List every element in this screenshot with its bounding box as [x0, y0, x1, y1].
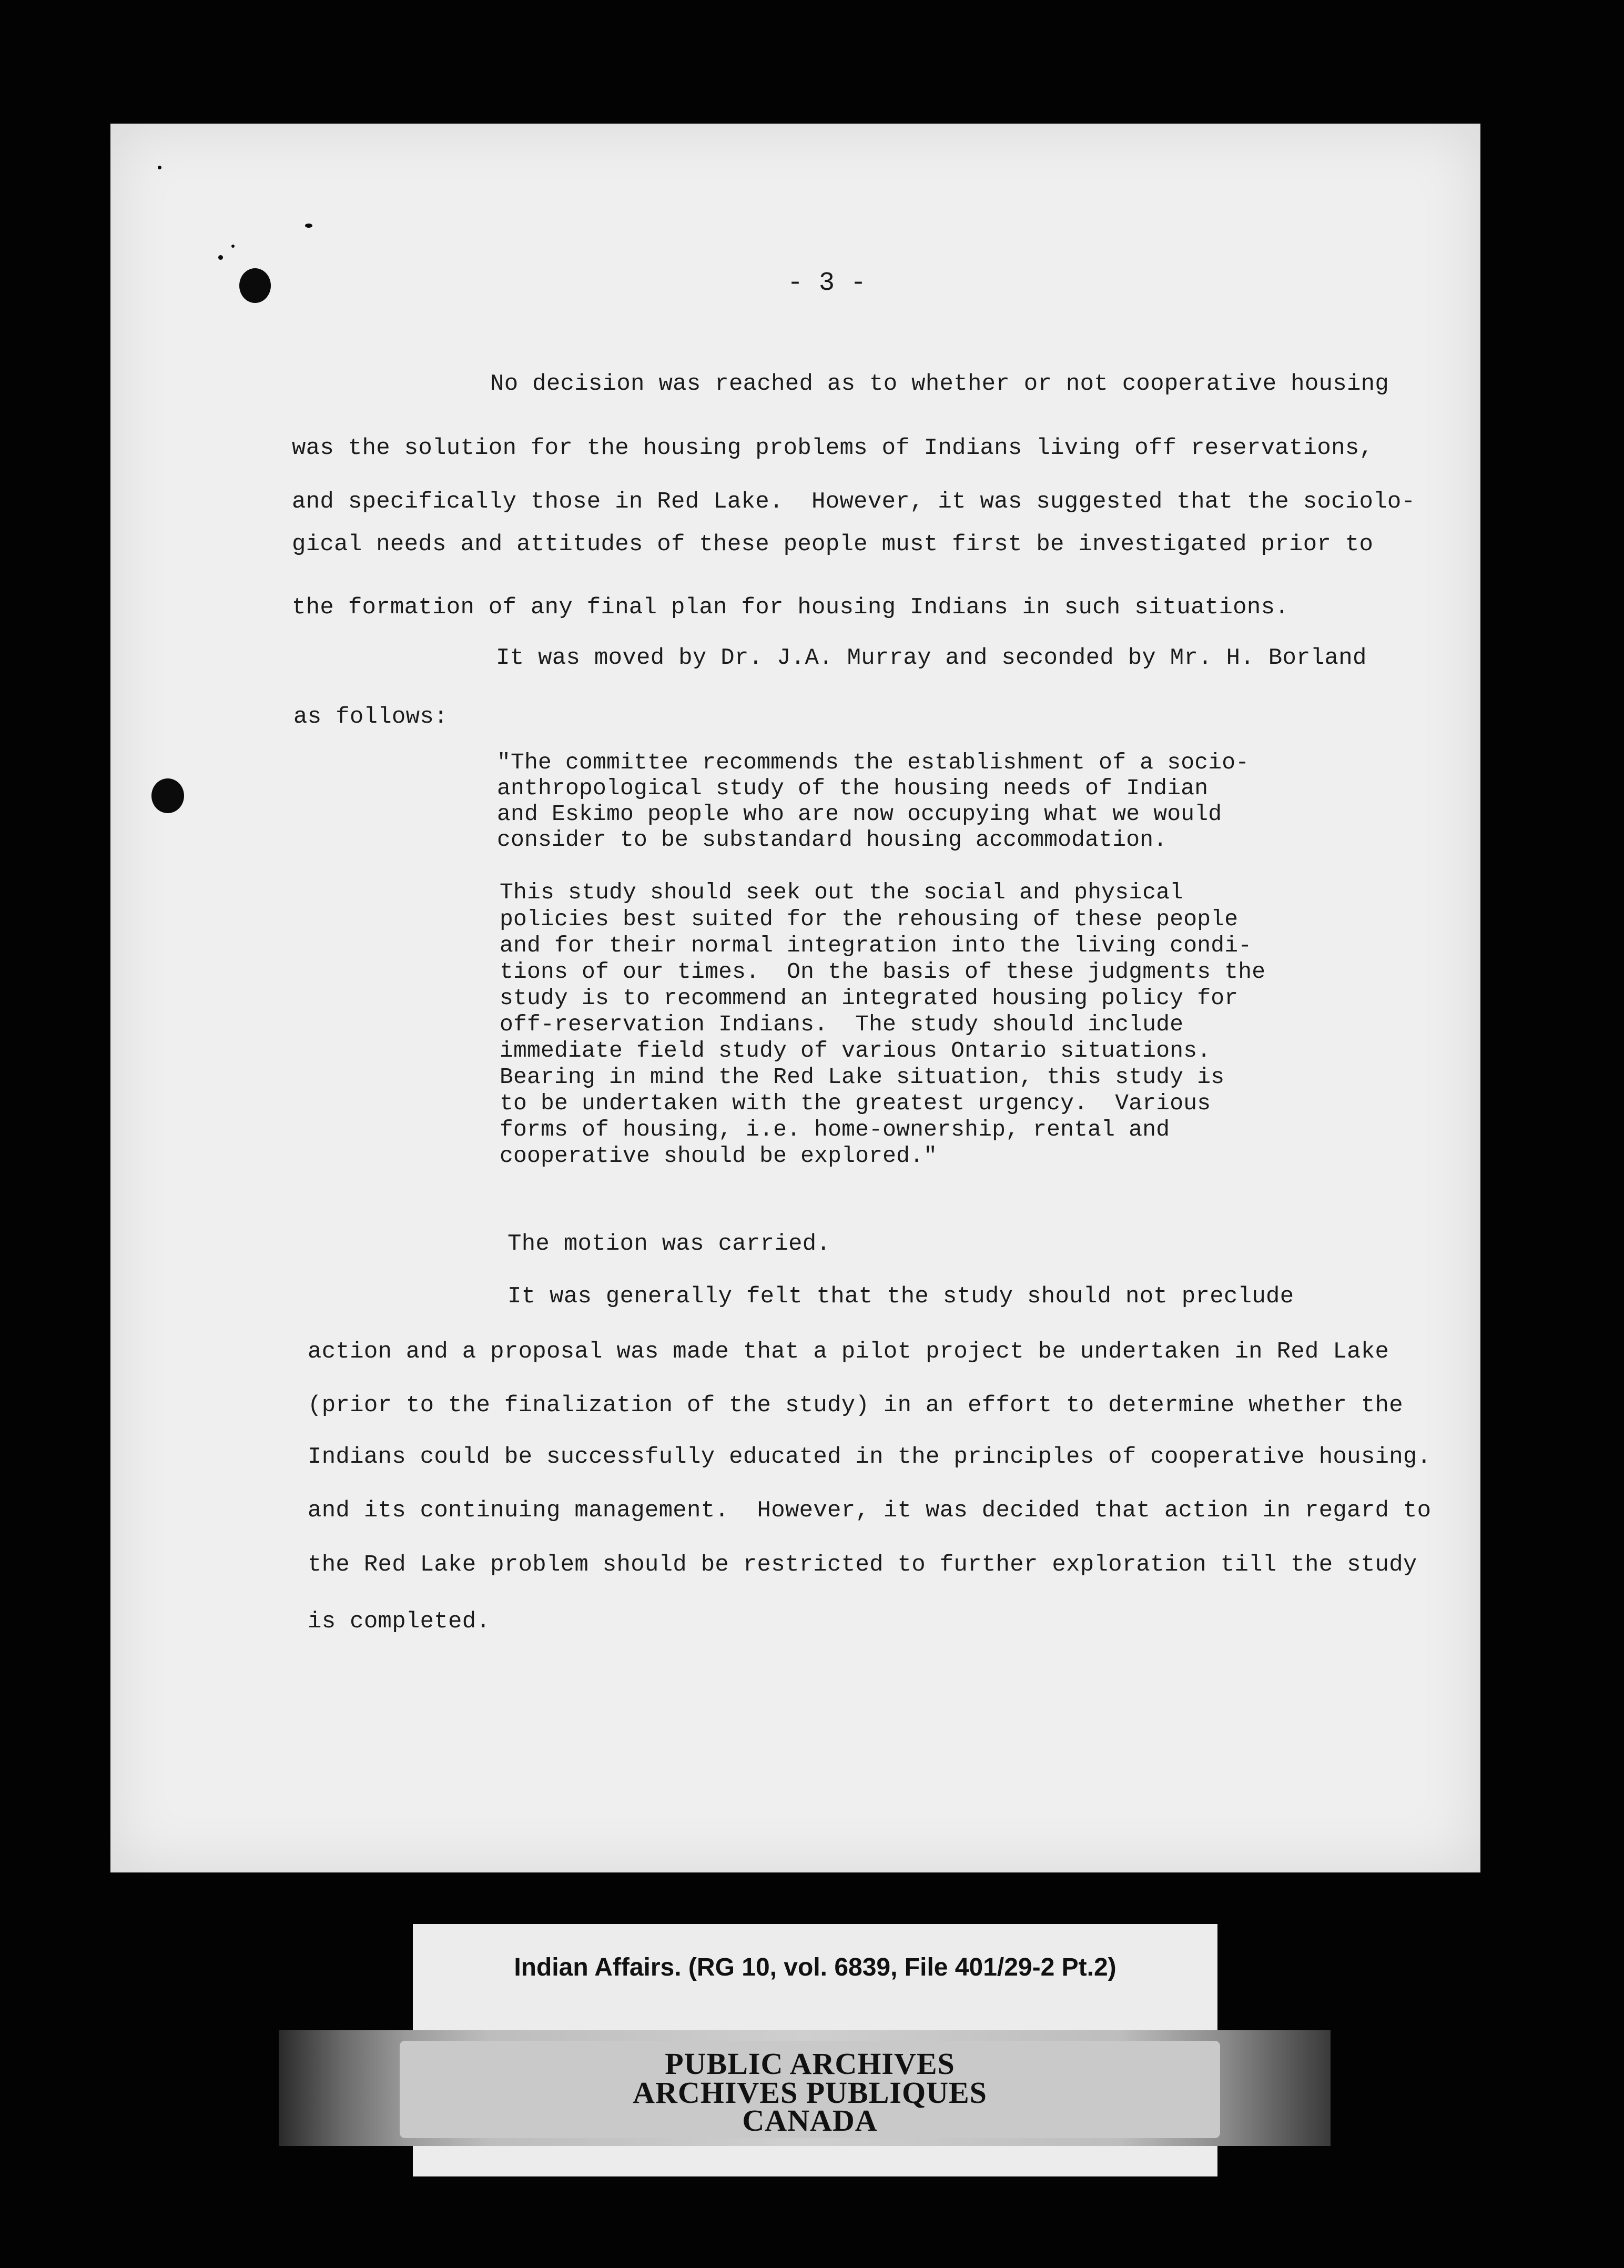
paragraph-line: as follows:	[293, 704, 448, 730]
page-number: - 3 -	[787, 268, 867, 298]
motion-line: The motion was carried.	[508, 1231, 831, 1257]
punch-hole-top	[239, 268, 271, 303]
paragraph-line: and specifically those in Red Lake. However, it was suggested that the sociolo-	[292, 489, 1416, 515]
stamp-line-french: ARCHIVES PUBLIQUES	[633, 2075, 987, 2110]
punch-hole-middle	[151, 778, 184, 813]
archive-reference-text: Indian Affairs. (RG 10, vol. 6839, File 401/29-2 Pt.2)	[514, 1953, 1116, 1981]
speck	[231, 245, 235, 248]
quote-line: study is to recommend an integrated housing policy for	[500, 985, 1239, 1011]
quote-line: anthropological study of the housing needs of Indian	[497, 775, 1209, 801]
quote-line: tions of our times. On the basis of these judgments the	[500, 959, 1266, 985]
paragraph-line: the formation of any final plan for housing Indians in such situations.	[292, 594, 1290, 621]
paragraph-line: It was generally felt that the study should not preclude	[508, 1283, 1294, 1310]
speck	[305, 224, 312, 228]
stamp-line-english: PUBLIC ARCHIVES	[665, 2047, 955, 2081]
quote-line: policies best suited for the rehousing of these people	[500, 906, 1239, 932]
paragraph-line: and its continuing management. However, it was decided that action in regard to	[308, 1497, 1432, 1524]
quote-line: and Eskimo people who are now occupying what we would	[497, 801, 1222, 827]
paragraph-line: Indians could be successfully educated in the principles of cooperative housing.	[308, 1444, 1432, 1470]
paragraph-line: the Red Lake problem should be restricted to further exploration till the study	[308, 1552, 1417, 1578]
quote-line: off-reservation Indians. The study should include	[500, 1011, 1184, 1037]
paragraph-line: is completed.	[308, 1608, 491, 1635]
speck	[218, 255, 223, 260]
quote-line: Bearing in mind the Red Lake situation, this study is	[500, 1064, 1225, 1090]
quote-line: "The committee recommends the establishment of a socio-	[497, 750, 1250, 775]
quote-line: forms of housing, i.e. home-ownership, rental and	[500, 1117, 1170, 1142]
quote-line: consider to be substandard housing accommodation.	[497, 827, 1168, 853]
paragraph-line: gical needs and attitudes of these people must first be investigated prior to	[292, 531, 1374, 558]
paragraph-line: It was moved by Dr. J.A. Murray and seconded by Mr. H. Borland	[496, 645, 1367, 671]
paragraph-line: was the solution for the housing problems of Indians living off reservations,	[292, 435, 1374, 461]
quote-line: cooperative should be explored."	[500, 1143, 938, 1169]
quote-line: and for their normal integration into the living condi-	[500, 933, 1252, 958]
quote-line: This study should seek out the social and physical	[500, 879, 1184, 905]
paragraph-line: action and a proposal was made that a pilot project be undertaken in Red Lake	[308, 1339, 1389, 1365]
quote-line: immediate field study of various Ontario situations.	[500, 1038, 1211, 1064]
stamp-line-country: CANADA	[742, 2103, 878, 2138]
paragraph-line: (prior to the finalization of the study) in an effort to determine whether the	[308, 1392, 1403, 1419]
quote-line: to be undertaken with the greatest urgency. Various	[500, 1090, 1211, 1116]
paragraph-line: No decision was reached as to whether or not cooperative housing	[490, 371, 1389, 397]
speck	[158, 166, 161, 169]
